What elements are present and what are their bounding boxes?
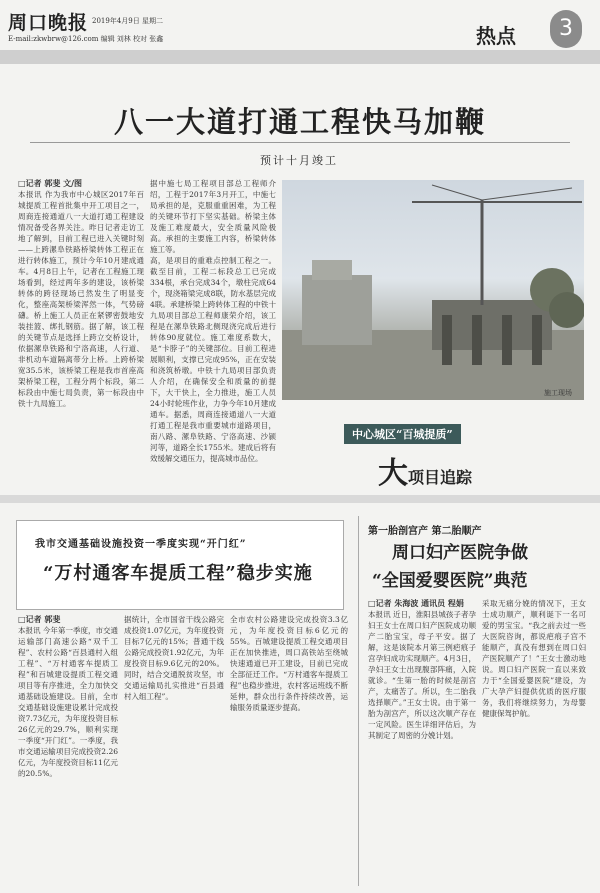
article2-column-3 [230, 614, 348, 884]
issue-date: 2019年4月9日 星期二 [92, 17, 163, 25]
banner-line-2-text: 项目追踪 [408, 468, 473, 487]
article3-pre-headline: 第一胎剖宫产 第二胎顺产 [368, 526, 482, 537]
article3-column-2 [482, 598, 586, 886]
article2-pre-headline: 我市交通基础设施投资一季度实现“开门红” [35, 539, 247, 550]
masthead [8, 6, 592, 68]
article2-headline-box [16, 520, 344, 610]
photo-caption: 施工现场 [544, 389, 572, 397]
page-number-badge: 3 [550, 10, 582, 48]
article2-headline: “万村通客车提质工程”稳步实施 [43, 563, 313, 584]
article2-text-1: 本报讯 今年第一季度，市交通运输部门高速公路“双千工程”、农村公路“百县通村入组工程”、“万村通客车提质工程”和百城建设提质工程交通项目等有序推进，全力加快交通基础设施建设。目前，全市交通基础设施建设累计完成投资7.73亿元，为年度投资目标26亿元的29.7%，顺利实现一季度“开门红”。一季度，我市交通运输项目完成投资2.26亿元，为年度投资目标11亿元的20.5%。 [18, 626, 118, 778]
article1-column-2 [150, 178, 276, 488]
article3-text-1: 本报讯 近日，淮阳县城孩子者孕妇王女士在周口妇产医院成功顺产二胎宝宝，母子平安。据了解，这是该院本月第三例疤痕子宫孕妇成功实现顺产。4月3日，孕妇王女士出现腹部阵痛，入院就诊。“生第一胎的时候是剖宫产，太痛苦了。所以，生二胎我选择顺产。”王女士说。由于第一胎为剖宫产，所以这次顺产存在一定风险。医生详细评估后，为其制定了周密的分娩计划。 [368, 610, 476, 740]
article1-text-2: 据中施七局工程项目部总工程师介绍，工程于2017年3月开工，中施七局承担的是，克服重重困难，为工程的关键环节打下坚实基础。桥梁主体及施工难度最大，安全质量风险极高。承担的主要施工内容，桥梁转体施工等。 [150, 179, 276, 254]
article1-subhead: 预计十月竣工 [260, 154, 338, 167]
banner-line-2 [378, 448, 472, 492]
section-divider [0, 495, 600, 503]
article2-column-2 [124, 614, 224, 884]
article1-byline: □记者 郭斐 文/图 [18, 178, 83, 188]
article3-column-1 [368, 598, 476, 886]
article1-column-3-tail [282, 400, 332, 490]
column-rule [358, 516, 359, 886]
article1-text-3-visible: 高，是项目的重难点控制工程之一。截至目前，工程二标段总工已完成334根，承台完成34个，墩柱完成64个，现浇箱梁完成8联，防水基层完成4联。承建桥梁上跨转体工程的中铁十九局项目部总工程师康荣介绍，该工程是在漯阜铁路北侧现浇完成后进行转体90度就位。施工难度系数大，是“卡脖子”的关键部位。目前工程进展顺利，支撑已完成95%，正在安装和浇筑桥墩。中铁十九局项目部负责人介绍，在确保安全和质量的前提下，大干快上，全力推进，施工人员24小时轮班作业，力争今年10月建成通车。据悉，周商连接通道八一大道打通工程是我市重要城市道路项目，南八路、漯阜铁路、宁洛高速、沙颍河等，道路全长1755米。建成后将有效缓解交通压力，提高城市品位。 [150, 256, 276, 463]
section-title: 热点 [476, 24, 516, 48]
banner-big-char: 大 [378, 456, 408, 491]
article3-byline: □记者 朱海波 通讯员 程娟 [368, 598, 464, 608]
headline-rule [30, 142, 570, 143]
article2-byline: □记者 郭斐 [18, 614, 61, 624]
article2-text-3: 全市农村公路建设完成投资3.3亿元，为年度投资目标6亿元的55%。百城建设提质工程交通项目正在加快推进，周口高铁站至绕城快速通道已开工建设，目前已完成全部征迁工作。“万村通客车提质工程”也稳步推进，农村客运班线不断延伸，群众出行条件持续改善，运输服务质量逐步提高。 [230, 615, 348, 712]
article1-headline: 八一大道打通工程快马加鞭 [113, 105, 486, 139]
crane-illustration [282, 180, 584, 400]
project-tracking-banner [330, 418, 592, 491]
banner-line-1: 中心城区“百城提质” [344, 424, 461, 444]
article2-column-1 [18, 614, 118, 884]
article2-text-2: 据统计，全市国省干线公路完成投资1.07亿元，为年度投资目标7亿元的15%；普通干线公路完成投资1.92亿元，为年度投资目标9.6亿元的20%。同时，结合交通脱贫攻坚，市交通运输局扎实推进“百县通村入组工程”。 [124, 615, 224, 701]
article1-column-1 [18, 178, 144, 488]
article3-text-2: 采取无痛分娩的情况下，王女士成功顺产，顺利诞下一名可爱的男宝宝。“我之前去过一些大医院咨询，都说疤痕子宫不能顺产，真没有想到在周口妇产医院顺产了！”王女士激动地说。周口妇产医院一直以来致力于“全国爱婴医院”建设，为广大孕产妇提供优质的医疗服务，我们将继续努力，为母婴健康保驾护航。 [482, 599, 586, 718]
article1-text-1: 本报讯 作为我市中心城区2017年百城提质工程首批集中开工项目之一，周商连接通道八一大道打通工程建设情况备受各界关注。昨日记者走访工地了解到，目前工程已进入关键时刻——上跨漯阜铁路桥梁转体工程正在进行转体施工，预计今年10月建成通车。4月8日上午，记者在工程施工现场看到，经过两年多的建设，该桥梁转体的跨径现场已然发生了明显变化，整座高架桥梁浑然一体，气势磅礴。桥上施工人员正在紧锣密鼓地安装挂篮、绑扎钢筋。据了解，该工程的关键节点是选择上跨立交桥设计，依据漯阜铁路和宁洛高速，人行道、非机动车道隔离带分上桥。上跨桥梁宽35.5米，该桥梁工程是我市首座高架桥梁工程，工程分两个标段，第二标段由中施七局负责，第一标段由中铁十九局施工。 [18, 190, 144, 408]
construction-photo [282, 180, 584, 400]
article3-headline-1: 周口妇产医院争做 [392, 543, 528, 563]
article3-headline-2: “全国爱婴医院”典范 [372, 571, 528, 591]
contact-line: E-mail:zkwbrw@126.com 编辑 刘林 校对 张鑫 [8, 35, 164, 43]
newspaper-logo: 周口晚报 [8, 12, 89, 34]
